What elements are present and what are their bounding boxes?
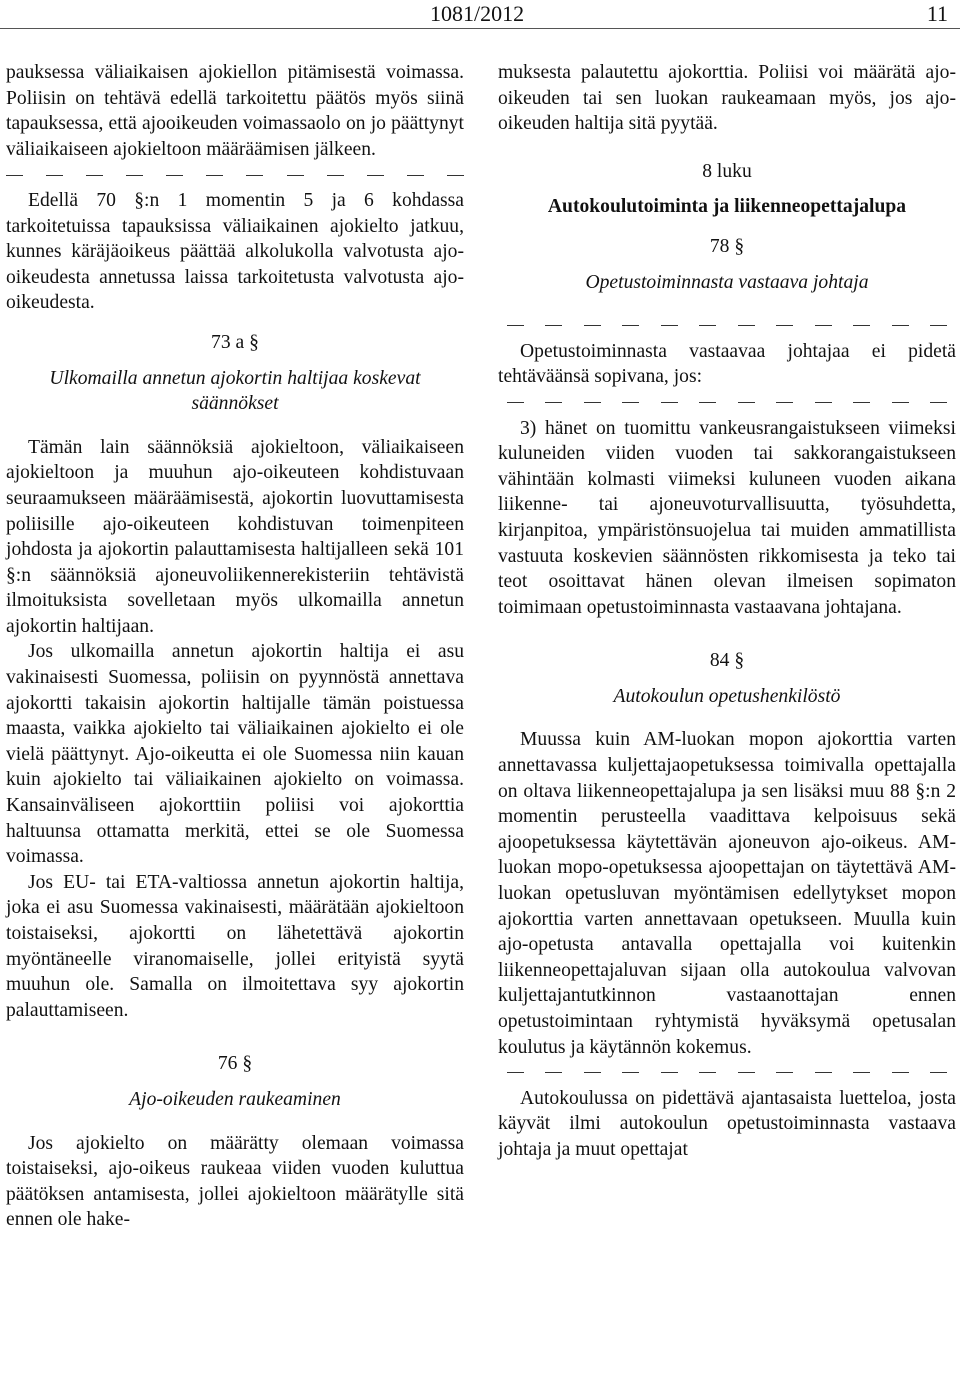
- page-header: [0, 0, 960, 29]
- section-number: 76 §: [217, 1053, 253, 1075]
- section-title: Ulkomailla annetun ajokortin haltijaa koskevat säännökset: [49, 367, 421, 415]
- paragraph: Tämän lain säännöksiä ajokieltoon, väliaikaiseen ajokieltoon ja muuhun ajo-oikeuteen kohdistuvaan seuraamukseen määräämisestä, ajokortin luovuttamisesta poliisille ajo-oikeuteen kohdistuvan toimenpiteen johdosta ja ajokortin palauttamisesta haltijalleen sekä 101 §:n säännöksiä ajoneuvoliikennerekisteriin tehtävistä ilmoituksista sovelletaan myös ulkomailla annetun ajokortin haltijaan.: [6, 436, 464, 637]
- paragraph: Edellä 70 §:n 1 momentin 5 ja 6 kohdassa tarkoitetuissa tapauksissa väliaikainen ajokielto jatkuu, kunnes käräjäoikeus päättää alkolukolla valvotusta ajo-oikeudesta annetussa laissa tarkoitetusta valvotusta ajo-oikeudesta.: [6, 189, 464, 314]
- omission-dashes: [6, 162, 464, 188]
- section-number: 84 §: [709, 650, 745, 672]
- chapter-title: Autokoulutoiminta ja liikenneopettajalupa: [547, 196, 907, 218]
- section-title: Ajo-oikeuden raukeaminen: [129, 1088, 341, 1110]
- omission-dashes: [507, 313, 947, 339]
- section-number: 78 §: [709, 235, 745, 257]
- page-number: 11: [926, 1, 948, 26]
- section-number: 73 a §: [211, 331, 259, 353]
- paragraph: 3) hänet on tuomittu vankeusrangaistukseen viimeksi kuluneiden viiden vuoden tai sakkorangaistukseen vähintään kolmasti viimeksi kuluneen vuoden aikana liikenne- tai ajoneuvoturvallisuutta, työsuhdetta, kirjanpitoa, ympäristönsuojelua tai muiden ammatillista vastuuta koskevien säännösten rikkomisesta ja teko tai teot osoittavat hänen olevan ilmeisen sopimaton toimimaan opetustoiminnasta vastaavana johtajana.: [498, 417, 956, 618]
- right-column: [498, 60, 956, 1163]
- chapter-number: 8 luku: [702, 160, 752, 182]
- paragraph: muksesta palautettu ajokorttia. Poliisi voi määrätä ajo-oikeuden tai sen luokan raukeamaan myös, jos ajo-oikeuden haltija sitä pyytää.: [498, 62, 956, 135]
- paragraph: Jos EU- tai ETA-valtiossa annetun ajokortin haltija, joka ei asu Suomessa vakinaisesti, määrätään ajokieltoon toistaiseksi, ajokortti on lähetettävä ajokortin myöntäneelle viranomaiselle, jollei erityistä syytä muuhun ole. Samalla on ilmoitettava syy ajokortin palauttamiseen.: [6, 871, 464, 1021]
- section-title: Autokoulun opetushenkilöstö: [613, 685, 841, 707]
- paragraph: Jos ulkomailla annetun ajokortin haltija ei asu vakinaisesti Suomessa, poliisin on pyynnöstä annettava ajokortti takaisin ajokortin haltijalle tämän poistuessa maasta, vaikka ajokielto tai väliaikainen ajokielto ei ole vielä päättynyt. Ajo-oikeutta ei ole Suomessa niin kauan kuin ajokielto tai väliaikainen ajokielto on voimassa. Kansainväliseen ajokorttiin poliisi voi ajokorttia haltuunsa ottamatta merkitä, ettei se ole Suomessa voimassa.: [6, 641, 464, 868]
- omission-dashes: [507, 390, 947, 416]
- omission-dashes: [507, 1060, 947, 1086]
- section-title: Opetustoiminnasta vastaava johtaja: [585, 271, 869, 293]
- paragraph: Autokoulussa on pidettävä ajantasaista luetteloa, josta käyvät ilmi autokoulun opetustoiminnasta vastaava johtaja ja muut opettajat: [498, 1087, 956, 1160]
- paragraph: Opetustoiminnasta vastaavaa johtajaa ei pidetä tehtäväänsä sopivana, jos:: [498, 340, 956, 388]
- document-number: 1081/2012: [430, 1, 525, 26]
- paragraph: Muussa kuin AM-luokan mopon ajokorttia varten annettavassa kuljettajaopetuksessa toimivalla opettajalla on oltava liikenneopettajalupa ja sen lisäksi muu 88 §:n 2 momentin perusteella vaadittava kelpoisuus sekä ajoopetuksessa käytettävän ajoneuvon ajo-oikeus. AM-luokan mopo-opetuksessa ajoopettajan on täytettävä AM-luokan opetusluvan myöntämisen edellytykset mopon ajokorttia varten annettavaan opetukseen. Muulla kuin ajo-opetusta antavalla opettajalla voi kuitenkin liikenneopettajaluvan sijaan olla autokoulua valvovan kuljettajantutkinnon vastaanottajan ennen opetustoimintaan ryhtymistä hyväksymä opetusalan koulutus ja käytännön kokemus.: [498, 729, 956, 1058]
- paragraph: pauksessa väliaikaisen ajokiellon pitämisestä voimassa. Poliisin on tehtävä edellä tarkoitettu päätös myös siinä tapauksessa, että ajooikeuden voimassaolo on jo päättynyt väliaikaiseen ajokieltoon määräämisen jälkeen.: [6, 62, 464, 160]
- left-column: [6, 60, 464, 1233]
- paragraph: Jos ajokielto on määrätty olemaan voimassa toistaiseksi, ajo-oikeus raukeaa viiden vuoden kuluttua päätöksen antamisesta, jollei ajokieltoon määrätylle sitä ennen ole hake-: [6, 1132, 464, 1231]
